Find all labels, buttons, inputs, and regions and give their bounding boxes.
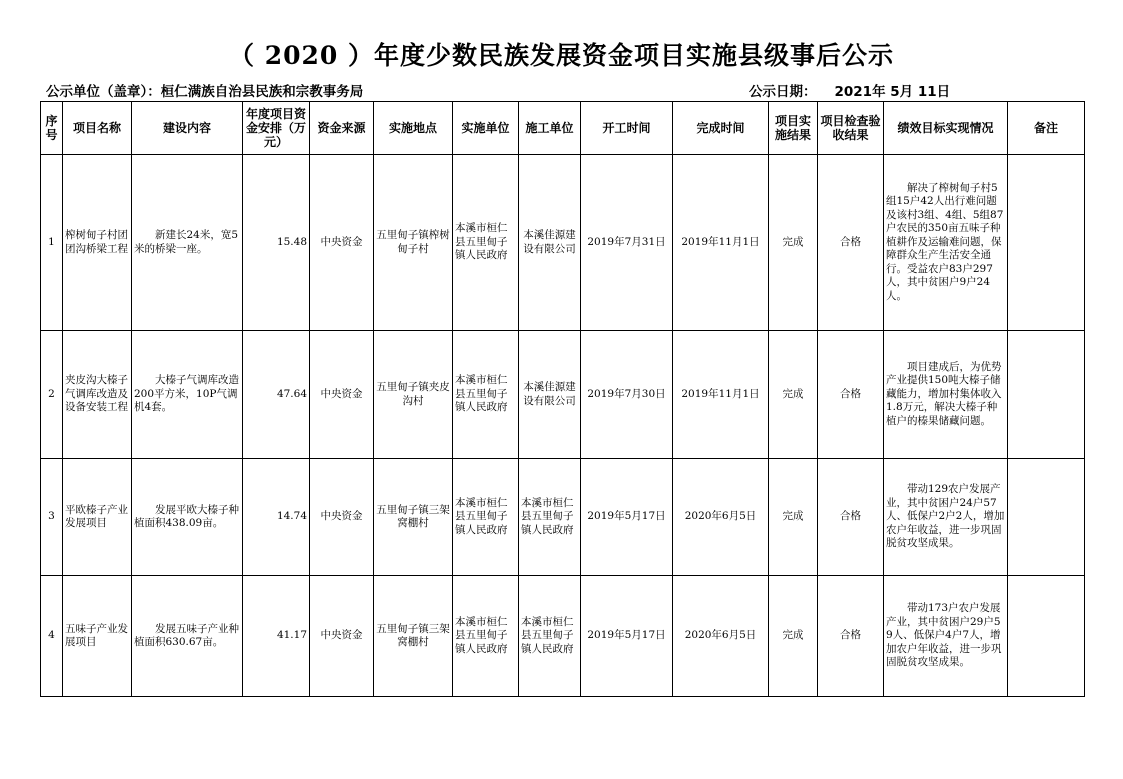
cell-start: 2019年5月17日 [581,459,673,576]
cell-end: 2020年6月5日 [673,459,769,576]
cell-result: 完成 [769,331,818,459]
cell-source: 中央资金 [310,155,374,331]
cell-constr-unit: 本溪佳源建设有限公司 [519,331,581,459]
cell-location: 五里甸子镇三架窝棚村 [374,576,453,697]
cell-seq: 3 [41,459,63,576]
cell-seq: 4 [41,576,63,697]
cell-performance: 解决了榨树甸子村5组15户42人出行难问题及该村3组、4组、5组87户农民的350亩五味子种植耕作及运输难问题，保障群众生产生活安全通行。受益农户83户297人，其中贫困户9户24人。 [884,155,1008,331]
cell-funds: 47.64 [243,331,310,459]
col-header-remark: 备注 [1008,102,1085,155]
col-header-content: 建设内容 [132,102,243,155]
table-row [41,459,1085,576]
cell-result: 完成 [769,576,818,697]
cell-content: 发展五味子产业种植面积630.67亩。 [132,576,243,697]
cell-impl-unit: 本溪市桓仁县五里甸子镇人民政府 [453,331,519,459]
cell-impl-unit: 本溪市桓仁县五里甸子镇人民政府 [453,155,519,331]
cell-source: 中央资金 [310,331,374,459]
cell-constr-unit: 本溪佳源建设有限公司 [519,155,581,331]
cell-performance: 项目建成后，为优势产业提供150吨大榛子储藏能力，增加村集体收入1.8万元，解决大榛子种植户的榛果储藏问题。 [884,331,1008,459]
cell-location: 五里甸子镇夹皮沟村 [374,331,453,459]
cell-impl-unit: 本溪市桓仁县五里甸子镇人民政府 [453,576,519,697]
cell-start: 2019年7月30日 [581,331,673,459]
project-table [40,101,1085,697]
cell-end: 2019年11月1日 [673,331,769,459]
cell-result: 完成 [769,155,818,331]
publisher-unit: 公示单位（盖章）：桓仁满族自治县民族和宗教事务局 [46,84,364,100]
col-header-result: 项目实施结果 [769,102,818,155]
cell-inspect: 合格 [818,155,884,331]
page-title: （ 2020 ）年度少数民族发展资金项目实施县级事后公示 [229,41,894,70]
table-row [41,155,1085,331]
cell-location: 五里甸子镇三架窝棚村 [374,459,453,576]
cell-location: 五里甸子镇榨树甸子村 [374,155,453,331]
col-header-name: 项目名称 [63,102,132,155]
cell-content: 大榛子气调库改造200平方米，10P气调机4套。 [132,331,243,459]
cell-remark [1008,331,1085,459]
cell-remark [1008,155,1085,331]
cell-funds: 41.17 [243,576,310,697]
cell-name: 夹皮沟大榛子气调库改造及设备安装工程 [63,331,132,459]
col-header-end: 完成时间 [673,102,769,155]
cell-remark [1008,576,1085,697]
cell-result: 完成 [769,459,818,576]
cell-start: 2019年7月31日 [581,155,673,331]
col-header-source: 资金来源 [310,102,374,155]
publish-date-label: 公示日期： [749,84,817,100]
col-header-funds: 年度项目资金安排（万元） [243,102,310,155]
table-header-row [41,102,1085,155]
cell-start: 2019年5月17日 [581,576,673,697]
col-header-location: 实施地点 [374,102,453,155]
cell-inspect: 合格 [818,331,884,459]
cell-name: 五味子产业发展项目 [63,576,132,697]
col-header-impl-unit: 实施单位 [453,102,519,155]
cell-funds: 14.74 [243,459,310,576]
publish-date-value: 2021年 5月 11日 [834,84,951,100]
col-header-seq: 序号 [41,102,63,155]
cell-content: 新建长24米，宽5米的桥梁一座。 [132,155,243,331]
col-header-performance: 绩效目标实现情况 [884,102,1008,155]
col-header-inspect: 项目检查验收结果 [818,102,884,155]
publish-date [749,80,950,100]
cell-performance: 带动129农户发展产业，其中贫困户24户57人、低保户2户2人，增加农户年收益，进一步巩固脱贫攻坚成果。 [884,459,1008,576]
cell-performance: 带动173户农户发展产业，其中贫困户29户59人、低保户4户7人，增加农户年收益，进一步巩固脱贫攻坚成果。 [884,576,1008,697]
cell-source: 中央资金 [310,459,374,576]
cell-seq: 2 [41,331,63,459]
cell-remark [1008,459,1085,576]
cell-constr-unit: 本溪市桓仁县五里甸子镇人民政府 [519,576,581,697]
table-row [41,576,1085,697]
cell-seq: 1 [41,155,63,331]
cell-inspect: 合格 [818,576,884,697]
cell-funds: 15.48 [243,155,310,331]
cell-inspect: 合格 [818,459,884,576]
cell-content: 发展平欧大榛子种植面积438.09亩。 [132,459,243,576]
cell-name: 平欧榛子产业发展项目 [63,459,132,576]
table-row [41,331,1085,459]
cell-end: 2019年11月1日 [673,155,769,331]
cell-end: 2020年6月5日 [673,576,769,697]
cell-impl-unit: 本溪市桓仁县五里甸子镇人民政府 [453,459,519,576]
col-header-start: 开工时间 [581,102,673,155]
cell-source: 中央资金 [310,576,374,697]
cell-constr-unit: 本溪市桓仁县五里甸子镇人民政府 [519,459,581,576]
col-header-constr-unit: 施工单位 [519,102,581,155]
cell-name: 榨树甸子村团团沟桥梁工程 [63,155,132,331]
